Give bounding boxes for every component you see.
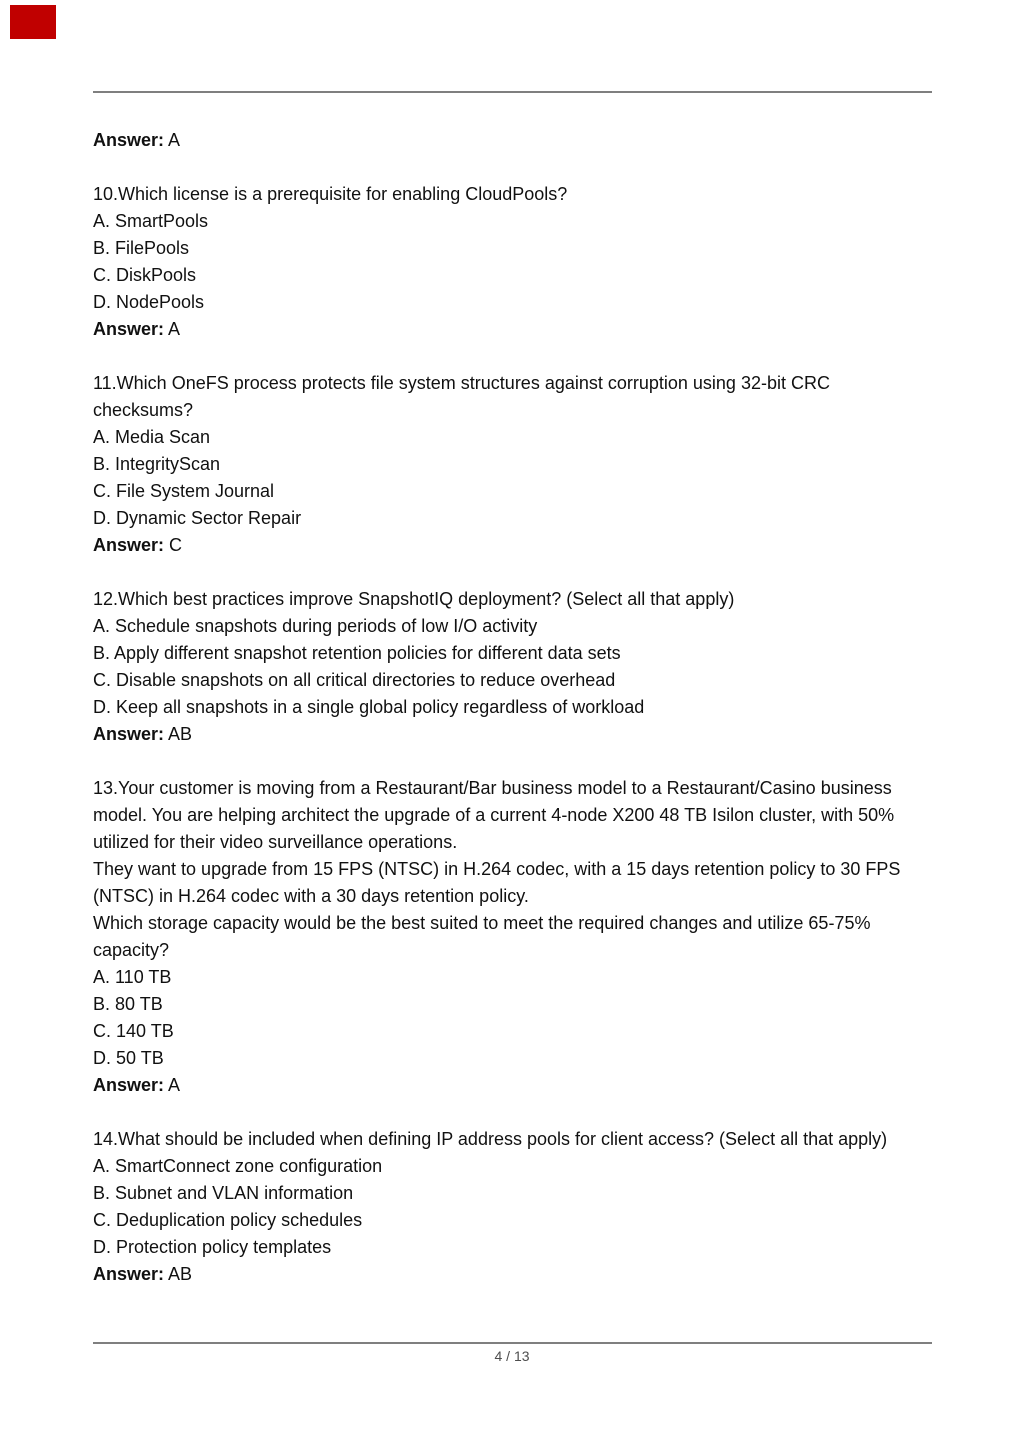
option-line: C. Disable snapshots on all critical directories to reduce overhead — [93, 670, 616, 690]
question-block-10 — [93, 181, 932, 343]
answer-value: A — [168, 1075, 181, 1095]
option-line: B. FilePools — [93, 238, 190, 258]
option-line: C. File System Journal — [93, 481, 275, 501]
question-block-11 — [93, 370, 932, 559]
answer-line — [93, 127, 932, 154]
question-line: model. You are helping architect the upgrade of a current 4-node X200 48 TB Isilon cluster, with 50% — [93, 805, 895, 825]
answer-value: A — [168, 130, 181, 150]
option-line: A. Media Scan — [93, 427, 211, 447]
option-line: D. Dynamic Sector Repair — [93, 508, 302, 528]
answer-label: Answer: — [93, 1264, 165, 1284]
answer-label: Answer: — [93, 535, 165, 555]
option-line: B. Apply different snapshot retention policies for different data sets — [93, 643, 621, 663]
answer-label: Answer: — [93, 1075, 165, 1095]
intro-answer-block — [93, 127, 932, 154]
option-line: B. Subnet and VLAN information — [93, 1183, 354, 1203]
option-line: C. DiskPools — [93, 265, 197, 285]
question-line: 11.Which OneFS process protects file system structures against corruption using 32-bit CRC — [93, 373, 830, 393]
option-line: D. Keep all snapshots in a single global policy regardless of workload — [93, 697, 645, 717]
question-line: checksums? — [93, 400, 194, 420]
question-block-13 — [93, 775, 932, 1099]
option-line: B. IntegrityScan — [93, 454, 221, 474]
answer-label: Answer: — [93, 130, 165, 150]
option-line: A. Schedule snapshots during periods of low I/O activity — [93, 616, 538, 636]
answer-label: Answer: — [93, 724, 165, 744]
answer-line — [93, 721, 932, 748]
question-block-12 — [93, 586, 932, 748]
question-line: 12.Which best practices improve SnapshotIQ deployment? (Select all that apply) — [93, 589, 735, 609]
answer-line — [93, 532, 932, 559]
option-line: C. 140 TB — [93, 1021, 174, 1041]
answer-value: C — [169, 535, 183, 555]
answer-line — [93, 1072, 932, 1099]
header-rule — [93, 91, 932, 93]
question-line: (NTSC) in H.264 codec with a 30 days retention policy. — [93, 886, 529, 906]
option-line: D. 50 TB — [93, 1048, 164, 1068]
question-line: 13.Your customer is moving from a Restaurant/Bar business model to a Restaurant/Casino business — [93, 778, 892, 798]
answer-value: AB — [168, 724, 193, 744]
answer-value: A — [168, 319, 181, 339]
footer-rule — [93, 1342, 932, 1344]
answer-line — [93, 316, 932, 343]
option-line: A. SmartConnect zone configuration — [93, 1156, 383, 1176]
option-line: D. NodePools — [93, 292, 205, 312]
question-line: capacity? — [93, 940, 170, 960]
answer-label: Answer: — [93, 319, 165, 339]
answer-value: AB — [168, 1264, 193, 1284]
question-line: 10.Which license is a prerequisite for enabling CloudPools? — [93, 184, 568, 204]
option-line: A. SmartPools — [93, 211, 209, 231]
option-line: C. Deduplication policy schedules — [93, 1210, 363, 1230]
corner-red-mark — [10, 5, 56, 39]
option-line: B. 80 TB — [93, 994, 163, 1014]
page-number: 4 / 13 — [494, 1348, 530, 1364]
question-line: They want to upgrade from 15 FPS (NTSC) in H.264 codec, with a 15 days retention policy to 30 FPS — [93, 859, 901, 879]
question-line: utilized for their video surveillance operations. — [93, 832, 458, 852]
option-line: D. Protection policy templates — [93, 1237, 332, 1257]
answer-line — [93, 1261, 932, 1288]
question-line: 14.What should be included when defining IP address pools for client access? (Select all that apply) — [93, 1129, 888, 1149]
option-line: A. 110 TB — [93, 967, 172, 987]
page-content — [93, 127, 932, 1315]
question-line: Which storage capacity would be the best suited to meet the required changes and utilize 65-75% — [93, 913, 871, 933]
question-block-14 — [93, 1126, 932, 1288]
